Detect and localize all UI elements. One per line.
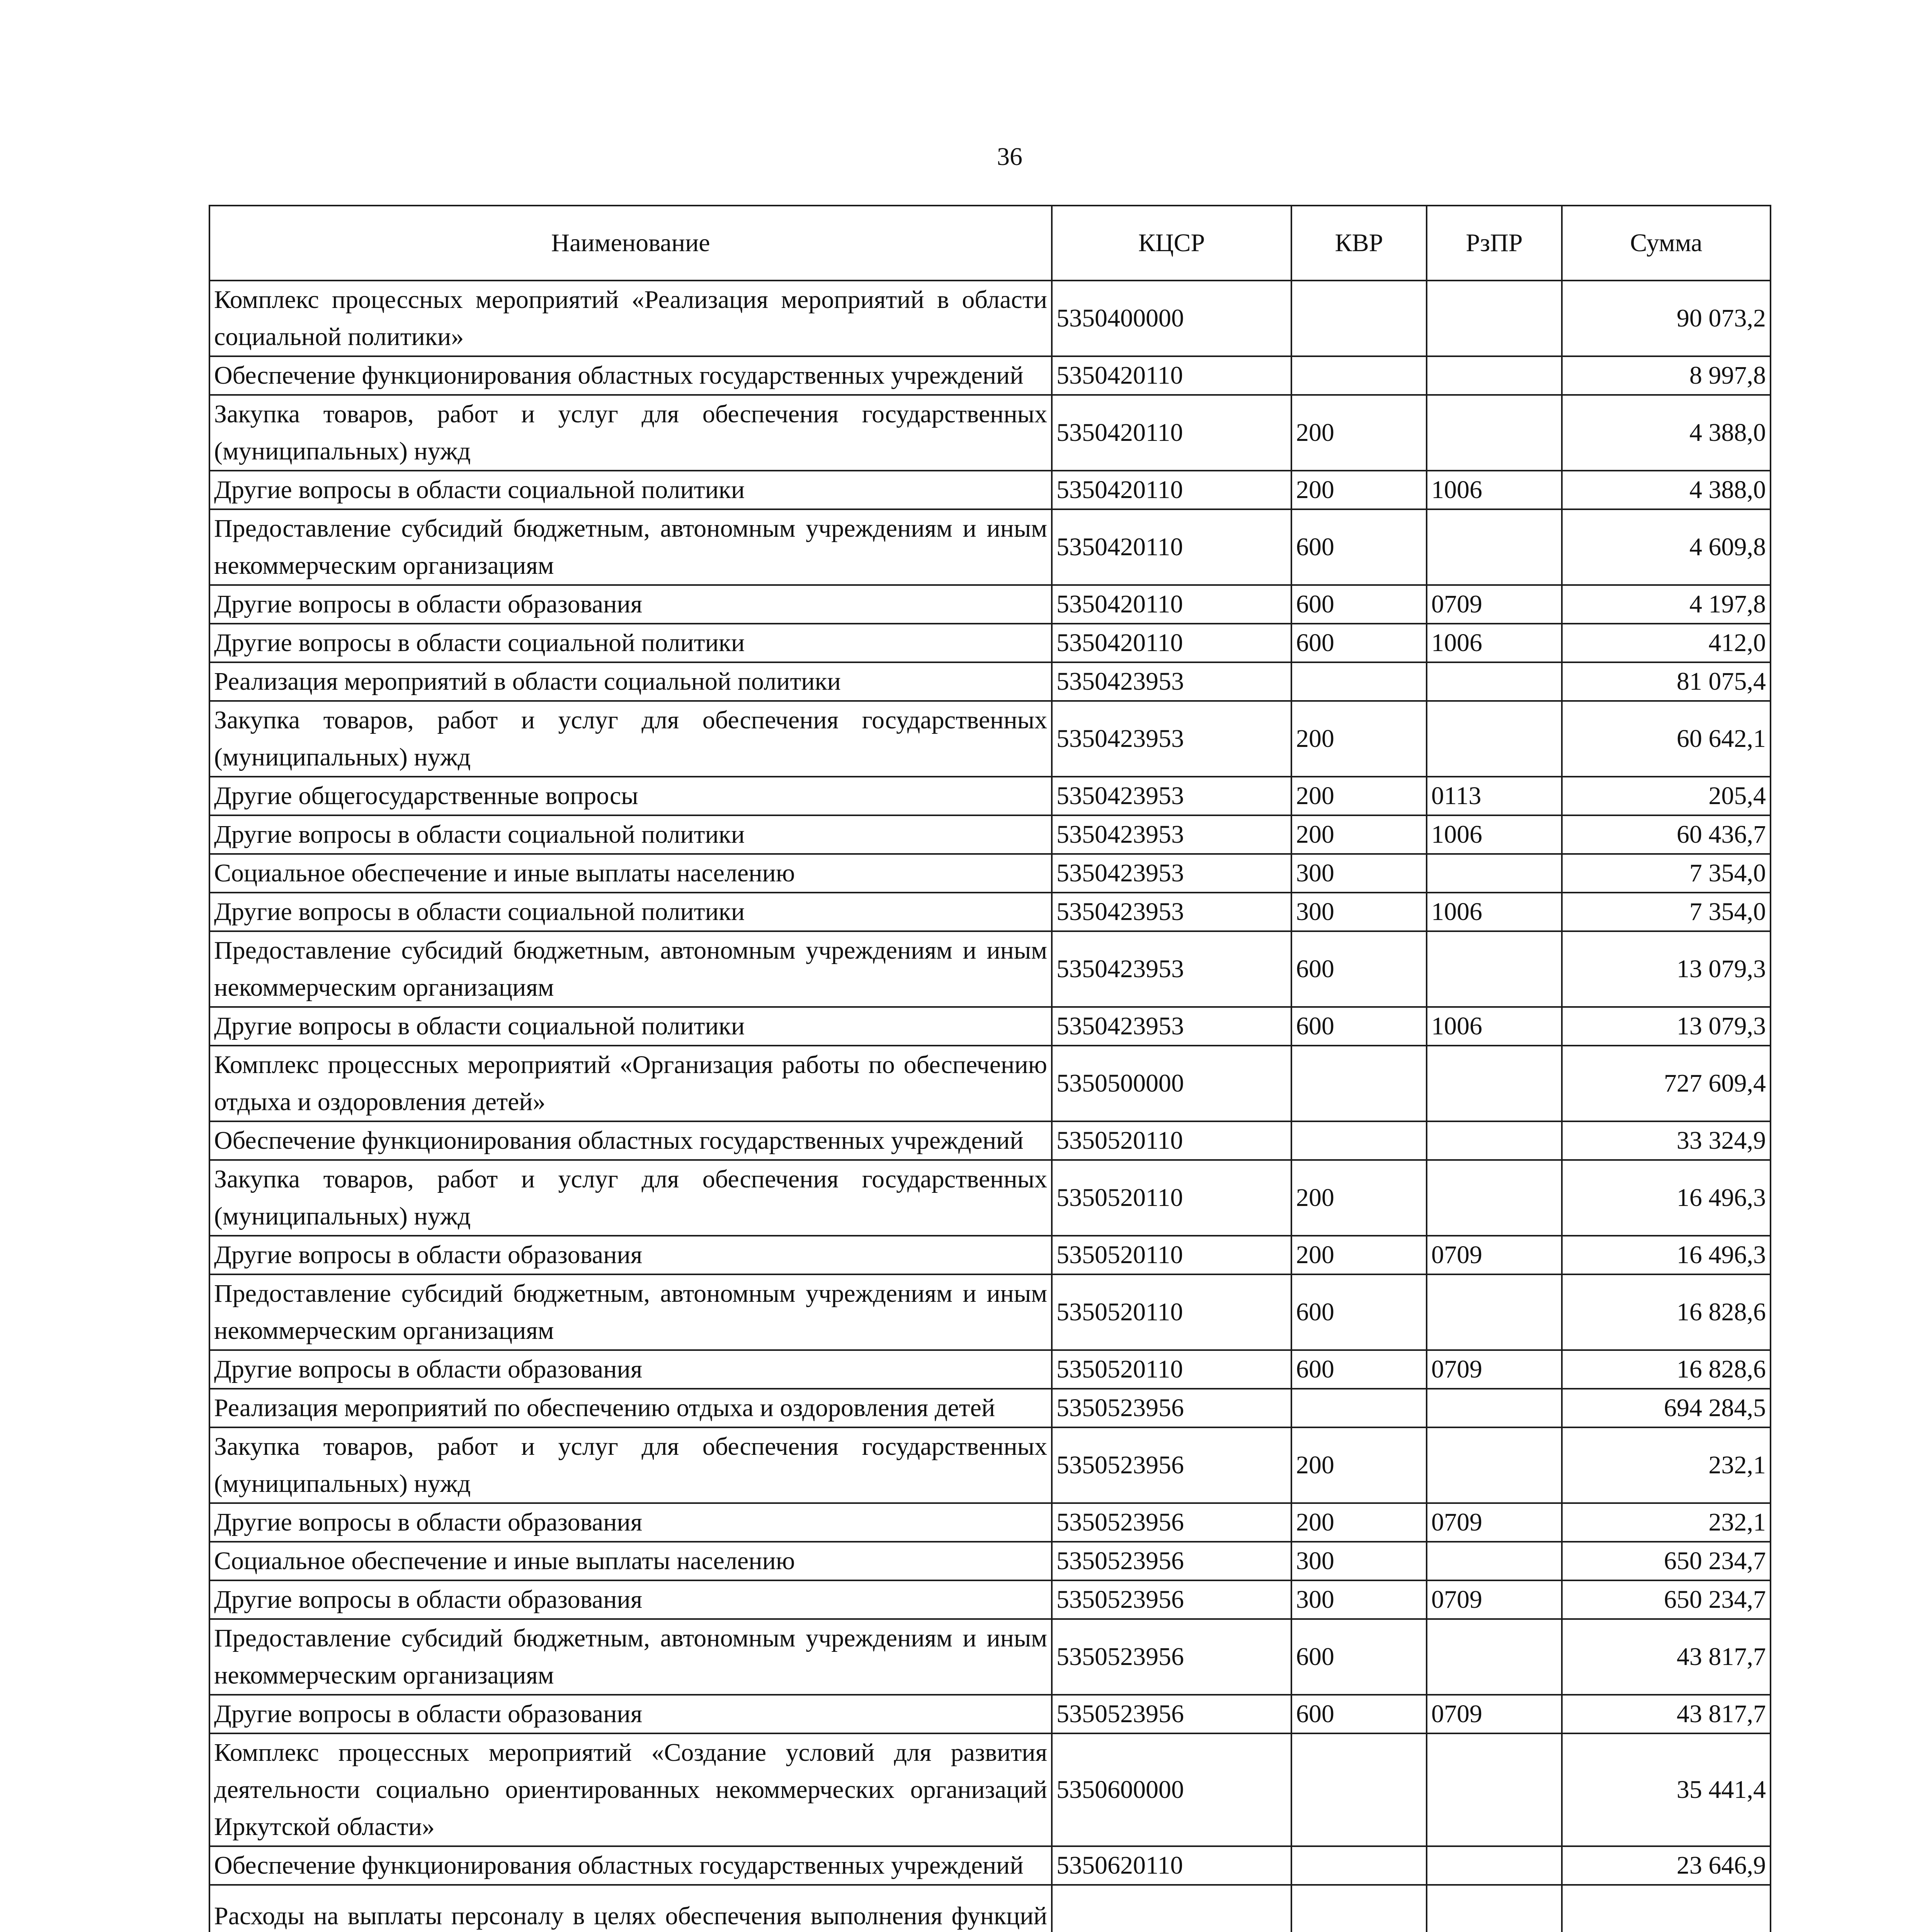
cell-rzpr: 0709: [1427, 1236, 1562, 1274]
table-row: [209, 1846, 1771, 1885]
cell-kvr: 200: [1291, 701, 1427, 777]
cell-name: Другие вопросы в области социальной политики: [209, 471, 1052, 509]
cell-sum: 60 642,1: [1562, 701, 1771, 777]
cell-kcsr: 5350523956: [1052, 1580, 1291, 1619]
cell-kvr: 200: [1291, 1160, 1427, 1236]
cell-kcsr: 5350520110: [1052, 1121, 1291, 1160]
cell-rzpr: 1006: [1427, 1007, 1562, 1046]
cell-sum: 33 324,9: [1562, 1121, 1771, 1160]
cell-name: Закупка товаров, работ и услуг для обеспечения государственных (муниципальных) нужд: [209, 701, 1052, 777]
cell-name: Комплекс процессных мероприятий «Реализация мероприятий в области социальной политики»: [209, 281, 1052, 356]
cell-rzpr: 1006: [1427, 893, 1562, 931]
cell-name: Социальное обеспечение и иные выплаты населению: [209, 854, 1052, 893]
header-row: [209, 206, 1771, 281]
table-row: [209, 356, 1771, 395]
cell-sum: 16 496,3: [1562, 1160, 1771, 1236]
table-row: [209, 1619, 1771, 1695]
cell-kvr: 300: [1291, 1542, 1427, 1580]
cell-kcsr: 5350523956: [1052, 1695, 1291, 1733]
cell-kvr: 600: [1291, 1007, 1427, 1046]
table-row: [209, 1046, 1771, 1121]
cell-rzpr: [1427, 1389, 1562, 1427]
cell-name: Предоставление субсидий бюджетным, автономным учреждениям и иным некоммерческим организациям: [209, 1274, 1052, 1350]
table-row: [209, 1695, 1771, 1733]
cell-kvr: [1291, 1046, 1427, 1121]
cell-kvr: 600: [1291, 509, 1427, 585]
cell-sum: 650 234,7: [1562, 1580, 1771, 1619]
cell-name: Другие общегосударственные вопросы: [209, 777, 1052, 815]
cell-kvr: 600: [1291, 624, 1427, 662]
cell-name: Другие вопросы в области социальной политики: [209, 624, 1052, 662]
table-row: [209, 395, 1771, 471]
cell-rzpr: [1427, 1427, 1562, 1503]
table-row: [209, 1885, 1771, 1932]
table-row: [209, 1007, 1771, 1046]
cell-rzpr: [1427, 281, 1562, 356]
header-sum: Сумма: [1562, 206, 1771, 281]
cell-rzpr: 0709: [1427, 1503, 1562, 1542]
cell-kvr: 600: [1291, 1695, 1427, 1733]
cell-kcsr: 5350423953: [1052, 854, 1291, 893]
cell-rzpr: [1427, 356, 1562, 395]
cell-kcsr: 5350520110: [1052, 1236, 1291, 1274]
cell-kvr: 200: [1291, 1236, 1427, 1274]
cell-rzpr: [1427, 931, 1562, 1007]
cell-rzpr: 0709: [1427, 1580, 1562, 1619]
cell-rzpr: [1427, 1733, 1562, 1846]
cell-rzpr: [1427, 1121, 1562, 1160]
header-rzpr: РзПР: [1427, 206, 1562, 281]
table-row: [209, 281, 1771, 356]
cell-sum: 16 496,3: [1562, 1236, 1771, 1274]
cell-kcsr: [1052, 1885, 1291, 1932]
cell-name: Другие вопросы в области образования: [209, 1695, 1052, 1733]
cell-name: Другие вопросы в области социальной политики: [209, 1007, 1052, 1046]
cell-name: Социальное обеспечение и иные выплаты населению: [209, 1542, 1052, 1580]
table-row: [209, 1160, 1771, 1236]
cell-sum: 13 079,3: [1562, 1007, 1771, 1046]
cell-rzpr: 0709: [1427, 585, 1562, 624]
cell-sum: 60 436,7: [1562, 815, 1771, 854]
cell-kcsr: 5350420110: [1052, 509, 1291, 585]
cell-kvr: 200: [1291, 471, 1427, 509]
cell-kvr: [1291, 662, 1427, 701]
cell-rzpr: 1006: [1427, 471, 1562, 509]
cell-kvr: 200: [1291, 815, 1427, 854]
cell-sum: 650 234,7: [1562, 1542, 1771, 1580]
table-row: [209, 893, 1771, 931]
cell-kcsr: 5350420110: [1052, 471, 1291, 509]
cell-kvr: [1291, 356, 1427, 395]
table-row: [209, 1350, 1771, 1389]
table-row: [209, 1236, 1771, 1274]
table-row: [209, 777, 1771, 815]
cell-kcsr: 5350423953: [1052, 931, 1291, 1007]
cell-sum: 7 354,0: [1562, 893, 1771, 931]
cell-kvr: 200: [1291, 1503, 1427, 1542]
cell-kcsr: 5350520110: [1052, 1160, 1291, 1236]
table-row: [209, 509, 1771, 585]
cell-sum: 4 609,8: [1562, 509, 1771, 585]
cell-kcsr: 5350620110: [1052, 1846, 1291, 1885]
cell-kvr: [1291, 1846, 1427, 1885]
cell-sum: 23 646,9: [1562, 1846, 1771, 1885]
cell-rzpr: 1006: [1427, 815, 1562, 854]
cell-rzpr: [1427, 1046, 1562, 1121]
cell-name: Закупка товаров, работ и услуг для обеспечения государственных (муниципальных) нужд: [209, 1427, 1052, 1503]
cell-kcsr: 5350523956: [1052, 1427, 1291, 1503]
header-name: Наименование: [209, 206, 1052, 281]
cell-name: Расходы на выплаты персоналу в целях обеспечения выполнения функций: [209, 1885, 1052, 1932]
table-row: [209, 1427, 1771, 1503]
cell-name: Комплекс процессных мероприятий «Организация работы по обеспечению отдыха и оздоровления детей»: [209, 1046, 1052, 1121]
cell-kvr: 200: [1291, 1427, 1427, 1503]
cell-sum: 694 284,5: [1562, 1389, 1771, 1427]
cell-sum: [1562, 1885, 1771, 1932]
cell-rzpr: [1427, 1846, 1562, 1885]
cell-name: Другие вопросы в области образования: [209, 1503, 1052, 1542]
table-row: [209, 471, 1771, 509]
cell-sum: 412,0: [1562, 624, 1771, 662]
cell-rzpr: [1427, 509, 1562, 585]
cell-sum: 43 817,7: [1562, 1695, 1771, 1733]
table-row: [209, 1503, 1771, 1542]
cell-sum: 4 388,0: [1562, 395, 1771, 471]
cell-kvr: 600: [1291, 931, 1427, 1007]
cell-kvr: 200: [1291, 395, 1427, 471]
cell-kcsr: 5350500000: [1052, 1046, 1291, 1121]
cell-kcsr: 5350523956: [1052, 1503, 1291, 1542]
cell-kcsr: 5350400000: [1052, 281, 1291, 356]
cell-name: Предоставление субсидий бюджетным, автономным учреждениям и иным некоммерческим организациям: [209, 1619, 1052, 1695]
cell-rzpr: [1427, 1542, 1562, 1580]
cell-name: Обеспечение функционирования областных государственных учреждений: [209, 1846, 1052, 1885]
cell-kvr: 300: [1291, 854, 1427, 893]
cell-sum: 232,1: [1562, 1427, 1771, 1503]
cell-sum: 8 997,8: [1562, 356, 1771, 395]
cell-kvr: [1291, 1121, 1427, 1160]
table-row: [209, 1274, 1771, 1350]
table-row: [209, 1389, 1771, 1427]
table-row: [209, 1542, 1771, 1580]
cell-sum: 205,4: [1562, 777, 1771, 815]
cell-sum: 13 079,3: [1562, 931, 1771, 1007]
cell-kcsr: 5350523956: [1052, 1389, 1291, 1427]
cell-kcsr: 5350420110: [1052, 624, 1291, 662]
cell-sum: 16 828,6: [1562, 1274, 1771, 1350]
cell-kvr: 300: [1291, 893, 1427, 931]
cell-name: Обеспечение функционирования областных государственных учреждений: [209, 1121, 1052, 1160]
cell-name: Другие вопросы в области социальной политики: [209, 815, 1052, 854]
header-kcsr: КЦСР: [1052, 206, 1291, 281]
cell-kcsr: 5350420110: [1052, 356, 1291, 395]
cell-kvr: 600: [1291, 1619, 1427, 1695]
cell-kvr: [1291, 1733, 1427, 1846]
cell-rzpr: [1427, 854, 1562, 893]
table-row: [209, 815, 1771, 854]
table-row: [209, 585, 1771, 624]
cell-sum: 4 388,0: [1562, 471, 1771, 509]
cell-rzpr: [1427, 701, 1562, 777]
cell-name: Предоставление субсидий бюджетным, автономным учреждениям и иным некоммерческим организациям: [209, 509, 1052, 585]
cell-kvr: 600: [1291, 585, 1427, 624]
cell-rzpr: [1427, 1274, 1562, 1350]
cell-kvr: 600: [1291, 1274, 1427, 1350]
cell-sum: 81 075,4: [1562, 662, 1771, 701]
cell-name: Реализация мероприятий по обеспечению отдыха и оздоровления детей: [209, 1389, 1052, 1427]
cell-name: Другие вопросы в области образования: [209, 585, 1052, 624]
cell-rzpr: 1006: [1427, 624, 1562, 662]
cell-sum: 35 441,4: [1562, 1733, 1771, 1846]
table-row: [209, 1733, 1771, 1846]
cell-kvr: [1291, 281, 1427, 356]
cell-kvr: 300: [1291, 1580, 1427, 1619]
cell-sum: 16 828,6: [1562, 1350, 1771, 1389]
cell-name: Обеспечение функционирования областных государственных учреждений: [209, 356, 1052, 395]
table-row: [209, 1121, 1771, 1160]
cell-kcsr: 5350423953: [1052, 893, 1291, 931]
cell-rzpr: 0709: [1427, 1350, 1562, 1389]
cell-kcsr: 5350423953: [1052, 777, 1291, 815]
cell-name: Закупка товаров, работ и услуг для обеспечения государственных (муниципальных) нужд: [209, 395, 1052, 471]
cell-kcsr: 5350520110: [1052, 1274, 1291, 1350]
cell-kvr: 600: [1291, 1350, 1427, 1389]
cell-kcsr: 5350523956: [1052, 1619, 1291, 1695]
cell-name: Другие вопросы в области образования: [209, 1236, 1052, 1274]
cell-rzpr: 0113: [1427, 777, 1562, 815]
cell-rzpr: [1427, 395, 1562, 471]
cell-rzpr: [1427, 662, 1562, 701]
table-row: [209, 662, 1771, 701]
cell-kcsr: 5350423953: [1052, 662, 1291, 701]
cell-kcsr: 5350523956: [1052, 1542, 1291, 1580]
cell-name: Предоставление субсидий бюджетным, автономным учреждениям и иным некоммерческим организациям: [209, 931, 1052, 1007]
table-row: [209, 854, 1771, 893]
table-row: [209, 701, 1771, 777]
cell-name: Закупка товаров, работ и услуг для обеспечения государственных (муниципальных) нужд: [209, 1160, 1052, 1236]
cell-sum: 90 073,2: [1562, 281, 1771, 356]
table-row: [209, 1580, 1771, 1619]
budget-table: [209, 205, 1771, 1932]
cell-sum: 727 609,4: [1562, 1046, 1771, 1121]
cell-kcsr: 5350420110: [1052, 395, 1291, 471]
cell-kvr: 200: [1291, 777, 1427, 815]
cell-kvr: [1291, 1389, 1427, 1427]
cell-rzpr: [1427, 1619, 1562, 1695]
cell-sum: 232,1: [1562, 1503, 1771, 1542]
cell-kcsr: 5350420110: [1052, 585, 1291, 624]
cell-name: Другие вопросы в области образования: [209, 1350, 1052, 1389]
cell-rzpr: 0709: [1427, 1695, 1562, 1733]
cell-sum: 4 197,8: [1562, 585, 1771, 624]
cell-kcsr: 5350423953: [1052, 815, 1291, 854]
cell-sum: 43 817,7: [1562, 1619, 1771, 1695]
cell-name: Реализация мероприятий в области социальной политики: [209, 662, 1052, 701]
cell-rzpr: [1427, 1160, 1562, 1236]
cell-kcsr: 5350520110: [1052, 1350, 1291, 1389]
cell-kcsr: 5350600000: [1052, 1733, 1291, 1846]
cell-kvr: [1291, 1885, 1427, 1932]
cell-kcsr: 5350423953: [1052, 1007, 1291, 1046]
cell-rzpr: [1427, 1885, 1562, 1932]
cell-name: Комплекс процессных мероприятий «Создание условий для развития деятельности социально ориентированных некоммерческих организаций Иркутской области»: [209, 1733, 1052, 1846]
cell-name: Другие вопросы в области социальной политики: [209, 893, 1052, 931]
page-number: 36: [997, 143, 1022, 171]
header-kvr: КВР: [1291, 206, 1427, 281]
table-row: [209, 624, 1771, 662]
cell-name: Другие вопросы в области образования: [209, 1580, 1052, 1619]
table-row: [209, 931, 1771, 1007]
cell-sum: 7 354,0: [1562, 854, 1771, 893]
cell-kcsr: 5350423953: [1052, 701, 1291, 777]
